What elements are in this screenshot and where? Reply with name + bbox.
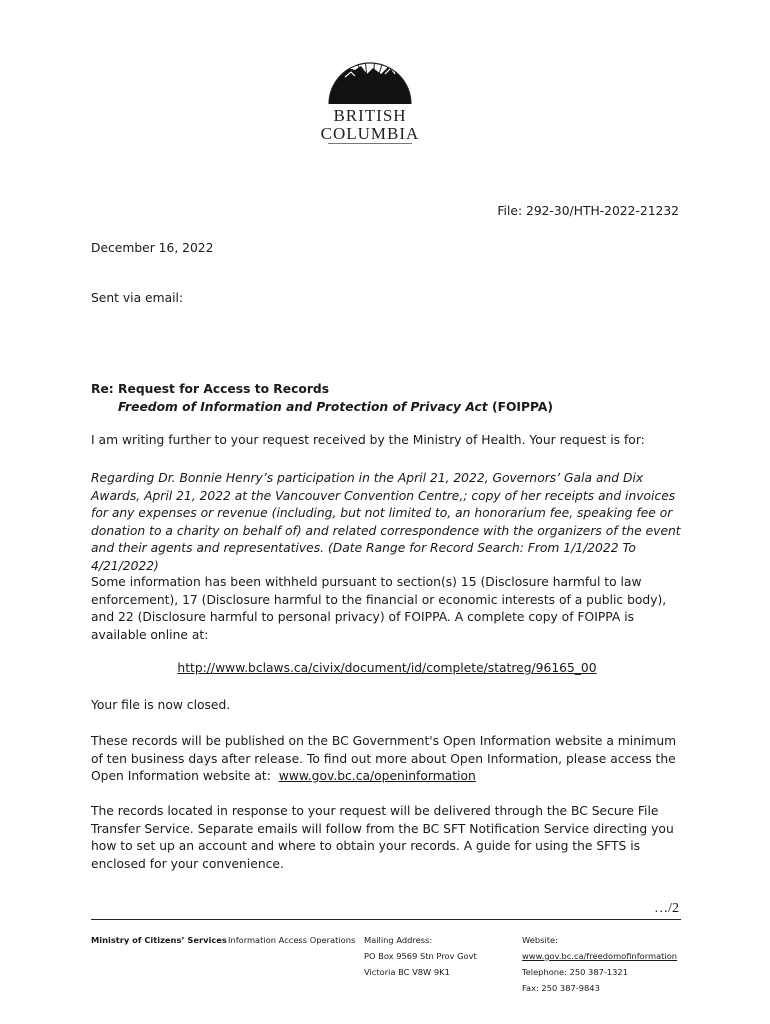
mailing-line2: Victoria BC V8W 9K1: [364, 967, 450, 977]
intro-paragraph: I am writing further to your request received by the Ministry of Health. Your request is for:: [91, 433, 645, 447]
act-acronym: (FOIPPA): [487, 400, 554, 414]
sent-via-line: Sent via email:: [91, 291, 184, 305]
bc-government-logo: [315, 44, 425, 148]
open-information-paragraph: [91, 733, 683, 786]
fax: Fax: 250 387-9843: [522, 983, 600, 993]
footer-ministry: Ministry of Citizens’ Services: [91, 935, 227, 945]
file-number: File: 292-30/HTH-2022-21232: [497, 204, 679, 218]
logo-divider: [328, 143, 412, 144]
page-continuation-marker: …/2: [654, 901, 679, 916]
act-name-line: [91, 398, 691, 416]
file-closed-notice: Your file is now closed.: [91, 698, 231, 712]
withheld-paragraph: Some information has been withheld pursuant to section(s) 15 (Disclosure harmful to law enforcement), 17 (Disclosure harmful to the financial or economic interests of a public body), and 22 (Disclosure harmful to personal privacy) of FOIPPA. A complete copy of FOIPPA is available online at:: [91, 575, 667, 642]
logo-wordmark-line2: COLUMBIA: [320, 124, 420, 143]
mailing-line1: PO Box 9569 Stn Prov Govt: [364, 951, 477, 961]
open-information-link[interactable]: www.gov.bc.ca/openinformation: [278, 769, 476, 783]
act-name: Freedom of Information and Protection of Privacy Act: [118, 400, 488, 414]
request-description: Regarding Dr. Bonnie Henry’s participation in the April 21, 2022, Governors’ Gala and Dix Awards, April 21, 2022 at the Vancouver Convention Centre,; copy of her receipts and invoices for any expenses or revenue (including, but not limited to, an honorarium fee, speaking fee or donation to a charity on behalf of) and related correspondence with the organizers of the event and their agents and representatives. (Date Range for Record Search: From 1/1/2022 To 4/21/2022): [91, 471, 681, 573]
footer-divider: [91, 919, 681, 920]
footer-contact: [522, 932, 677, 996]
footer-mailing-address: [364, 932, 477, 980]
letter-date: December 16, 2022: [91, 241, 214, 255]
logo-wordmark-line1: BRITISH: [333, 106, 407, 125]
subject-heading: [91, 380, 691, 416]
website-label: Website:: [522, 935, 558, 945]
telephone: Telephone: 250 387-1321: [522, 967, 628, 977]
records-delivery-paragraph: The records located in response to your request will be delivered through the BC Secure File Transfer Service. Separate emails will follow from the BC SFT Notification Service directing you how to set up an account and where to obtain your records. A guide for using the SFTS is enclosed for your convenience.: [91, 804, 674, 871]
sun-mountain-emblem-icon: [315, 44, 425, 106]
open-information-text: These records will be published on the BC Government's Open Information website a minimum of ten business days after release. To find out more about Open Information, please access the Open Information website at:: [91, 734, 677, 783]
footer-branch: Information Access Operations: [228, 935, 356, 945]
subject-line: Re: Request for Access to Records: [91, 382, 330, 396]
foippa-link[interactable]: http://www.bclaws.ca/civix/document/id/complete/statreg/96165_00: [177, 661, 597, 675]
website-link[interactable]: www.gov.bc.ca/freedomofinformation: [522, 951, 678, 961]
mailing-label: Mailing Address:: [364, 935, 433, 945]
